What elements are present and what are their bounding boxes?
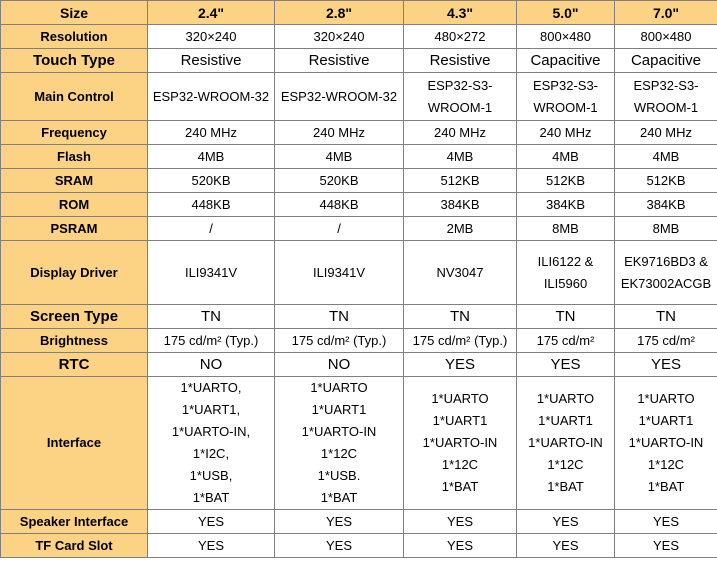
cell-text: 1*UARTO-IN <box>301 424 377 439</box>
cell-text: Resistive <box>429 51 491 69</box>
table-cell <box>148 25 275 49</box>
table-cell <box>615 217 717 241</box>
cell-text: 1*BAT <box>320 490 358 505</box>
cell-text: ESP32-WROOM-32 <box>152 88 270 104</box>
table-row <box>1 329 717 353</box>
table-row <box>1 241 717 305</box>
table-cell <box>275 534 404 558</box>
cell-text: 4MB <box>325 148 353 164</box>
table-cell <box>404 510 517 534</box>
cell-text: ESP32-S3- <box>633 77 699 93</box>
cell-text: ILI9341V <box>312 264 366 280</box>
cell-text: TN <box>329 307 349 325</box>
table-cell <box>615 377 717 510</box>
row-label: Screen Type <box>1 305 148 329</box>
table-row <box>1 217 717 241</box>
cell-text: 1*UART1 <box>311 402 367 417</box>
cell-text: ESP32-S3- <box>532 77 599 93</box>
cell-text: 240 MHz <box>433 124 487 140</box>
table-cell <box>148 241 275 305</box>
cell-text: 175 cd/m² (Typ.) <box>163 332 259 348</box>
cell-text: YES <box>550 355 581 373</box>
row-label: Main Control <box>1 73 148 121</box>
cell-text: Capacitive <box>530 51 601 69</box>
cell-text: 1*UARTO <box>431 391 489 406</box>
table-cell <box>517 534 615 558</box>
cell-text: 4MB <box>446 148 474 164</box>
cell-text: Resistive <box>308 51 370 69</box>
table-cell <box>615 510 717 534</box>
cell-text: 1*12C <box>547 457 584 472</box>
cell-text: NO <box>199 355 223 373</box>
table-cell <box>615 329 717 353</box>
cell-text: 1*UART1 <box>638 413 694 428</box>
table-cell <box>148 329 275 353</box>
table-cell <box>517 329 615 353</box>
cell-text: ESP32-WROOM-32 <box>280 88 398 104</box>
table-cell <box>404 169 517 193</box>
cell-text: 1*BAT <box>441 479 479 494</box>
cell-text: 480×272 <box>434 28 486 44</box>
cell-text: 240 MHz <box>639 124 693 140</box>
cell-text: 520KB <box>191 172 231 188</box>
cell-text: 1*BAT <box>547 479 584 494</box>
cell-text: 1*UARTO-IN, <box>171 424 251 439</box>
cell-text: 320×240 <box>185 28 237 44</box>
cell-text: YES <box>197 513 224 529</box>
cell-text: 8MB <box>552 220 579 236</box>
table-cell <box>517 73 615 121</box>
table-cell <box>615 49 717 73</box>
cell-text: 1*UART1 <box>538 413 593 428</box>
table-row <box>1 193 717 217</box>
table-cell <box>615 534 717 558</box>
cell-text: Resistive <box>180 51 242 69</box>
header-row <box>1 1 717 25</box>
column-header: 2.4" <box>148 1 275 25</box>
table-cell <box>615 145 717 169</box>
cell-text: YES <box>552 537 579 553</box>
table-cell <box>404 241 517 305</box>
table-cell <box>517 25 615 49</box>
table-cell <box>517 377 615 510</box>
table-cell <box>148 510 275 534</box>
cell-text: 175 cd/m² (Typ.) <box>291 332 387 348</box>
cell-text: 384KB <box>646 196 686 212</box>
cell-text: YES <box>197 537 224 553</box>
cell-text: 1*UART1 <box>432 413 488 428</box>
row-label: Frequency <box>1 121 148 145</box>
table-cell <box>148 169 275 193</box>
row-label: Speaker Interface <box>1 510 148 534</box>
cell-text: YES <box>325 513 352 529</box>
table-cell <box>615 241 717 305</box>
table-cell <box>517 169 615 193</box>
table-row <box>1 353 717 377</box>
cell-text: YES <box>652 513 679 529</box>
row-label: ROM <box>1 193 148 217</box>
cell-text: 8MB <box>652 220 680 236</box>
row-label: Touch Type <box>1 49 148 73</box>
cell-text: 512KB <box>545 172 586 188</box>
cell-text: NO <box>327 355 351 373</box>
cell-text: 1*12C <box>647 457 685 472</box>
cell-text: 4MB <box>552 148 579 164</box>
table-cell <box>275 329 404 353</box>
cell-text: 520KB <box>319 172 359 188</box>
table-cell <box>517 305 615 329</box>
table-cell <box>404 353 517 377</box>
table-row <box>1 73 717 121</box>
table-row <box>1 25 717 49</box>
table-cell <box>615 169 717 193</box>
cell-text: 800×480 <box>640 28 692 44</box>
column-header: 5.0" <box>517 1 615 25</box>
table-cell <box>275 510 404 534</box>
table-cell <box>404 534 517 558</box>
cell-text: Capacitive <box>630 51 702 69</box>
table-cell <box>517 241 615 305</box>
row-label: Flash <box>1 145 148 169</box>
cell-text: EK73002ACGB <box>620 275 712 291</box>
table-cell <box>275 305 404 329</box>
table-cell <box>615 121 717 145</box>
table-cell <box>404 329 517 353</box>
cell-text: YES <box>444 355 475 373</box>
cell-text: YES <box>325 537 352 553</box>
cell-text: 1*UARTO <box>637 391 695 406</box>
cell-text: ESP32-S3- <box>427 77 493 93</box>
table-cell <box>517 145 615 169</box>
cell-text: YES <box>446 513 473 529</box>
cell-text: 1*USB, <box>189 468 233 483</box>
cell-text: 448KB <box>319 196 359 212</box>
cell-text: 240 MHz <box>184 124 238 140</box>
cell-text: ILI5960 <box>543 275 588 291</box>
cell-text: 1*UART1, <box>181 402 241 417</box>
row-label: Brightness <box>1 329 148 353</box>
table-cell <box>517 510 615 534</box>
cell-text: WROOM-1 <box>533 99 598 115</box>
cell-text: 320×240 <box>313 28 365 44</box>
table-cell <box>275 145 404 169</box>
column-header: 4.3" <box>404 1 517 25</box>
table-cell <box>148 377 275 510</box>
cell-text: YES <box>652 537 679 553</box>
table-row <box>1 305 717 329</box>
cell-text: 240 MHz <box>539 124 592 140</box>
table-cell <box>404 377 517 510</box>
table-row <box>1 49 717 73</box>
cell-text: YES <box>552 513 579 529</box>
column-header: 2.8" <box>275 1 404 25</box>
cell-text: 512KB <box>440 172 480 188</box>
table-cell <box>148 121 275 145</box>
table-cell <box>404 193 517 217</box>
cell-text: NV3047 <box>436 264 484 280</box>
table-cell <box>148 73 275 121</box>
cell-text: 1*UARTO-IN <box>528 435 603 450</box>
table-cell <box>148 217 275 241</box>
cell-text: 512KB <box>646 172 686 188</box>
cell-text: 1*UARTO <box>310 380 368 395</box>
cell-text: 4MB <box>652 148 680 164</box>
table-cell <box>404 305 517 329</box>
cell-text: 240 MHz <box>312 124 366 140</box>
table-cell <box>275 353 404 377</box>
cell-text: ILI6122 & <box>537 253 594 269</box>
row-label: SRAM <box>1 169 148 193</box>
cell-text: 4MB <box>197 148 225 164</box>
table-row <box>1 510 717 534</box>
cell-text: TN <box>656 307 676 325</box>
size-header: Size <box>1 1 148 25</box>
cell-text: TN <box>201 307 221 325</box>
row-label: RTC <box>1 353 148 377</box>
table-cell <box>615 73 717 121</box>
cell-text: ILI9341V <box>184 264 238 280</box>
table-cell <box>275 25 404 49</box>
cell-text: 1*USB. <box>317 468 361 483</box>
table-cell <box>404 49 517 73</box>
cell-text: 800×480 <box>540 28 591 44</box>
cell-text: 1*UARTO, <box>180 380 242 395</box>
cell-text: 175 cd/m² <box>536 332 595 348</box>
table-cell <box>517 49 615 73</box>
table-cell <box>148 534 275 558</box>
table-cell <box>404 25 517 49</box>
cell-text: WROOM-1 <box>633 99 699 115</box>
table-cell <box>404 73 517 121</box>
table-cell <box>404 121 517 145</box>
table-cell <box>404 145 517 169</box>
cell-text: 1*UARTO-IN <box>628 435 704 450</box>
cell-text: 175 cd/m² <box>637 332 695 348</box>
cell-text: 2MB <box>446 220 474 236</box>
cell-text: TN <box>450 307 470 325</box>
table-cell <box>517 121 615 145</box>
cell-text: YES <box>650 355 681 373</box>
table-row <box>1 534 717 558</box>
table-cell <box>275 217 404 241</box>
cell-text: 175 cd/m² (Typ.) <box>412 332 508 348</box>
cell-text: 1*UARTO <box>536 391 595 406</box>
table-row <box>1 169 717 193</box>
row-label: PSRAM <box>1 217 148 241</box>
row-label: Resolution <box>1 25 148 49</box>
cell-text: 448KB <box>191 196 231 212</box>
row-label: Display Driver <box>1 241 148 305</box>
cell-text: WROOM-1 <box>427 99 493 115</box>
table-cell <box>517 353 615 377</box>
column-header: 7.0" <box>615 1 717 25</box>
cell-text: EK9716BD3 & <box>624 253 708 269</box>
table-cell <box>404 217 517 241</box>
cell-text: YES <box>446 537 473 553</box>
row-label: TF Card Slot <box>1 534 148 558</box>
table-cell <box>517 193 615 217</box>
table-cell <box>148 193 275 217</box>
cell-text: / <box>209 220 213 236</box>
cell-text: 1*BAT <box>647 479 685 494</box>
table-cell <box>275 377 404 510</box>
table-cell <box>615 353 717 377</box>
row-label: Interface <box>1 377 148 510</box>
table-cell <box>615 25 717 49</box>
table-cell <box>275 169 404 193</box>
table-cell <box>275 121 404 145</box>
table-cell <box>148 145 275 169</box>
table-row <box>1 377 717 510</box>
table-cell <box>148 49 275 73</box>
table-cell <box>275 193 404 217</box>
table-row <box>1 145 717 169</box>
table-row <box>1 121 717 145</box>
table-cell <box>148 353 275 377</box>
cell-text: 1*12C <box>441 457 479 472</box>
table-cell <box>275 73 404 121</box>
table-cell <box>517 217 615 241</box>
table-cell <box>275 241 404 305</box>
cell-text: TN <box>555 307 576 325</box>
cell-text: / <box>337 220 341 236</box>
table-cell <box>148 305 275 329</box>
cell-text: 1*I2C, <box>192 446 230 461</box>
cell-text: 384KB <box>545 196 586 212</box>
cell-text: 384KB <box>440 196 480 212</box>
cell-text: 1*UARTO-IN <box>422 435 498 450</box>
cell-text: 1*BAT <box>192 490 230 505</box>
table-cell <box>275 49 404 73</box>
table-cell <box>615 305 717 329</box>
table-cell <box>615 193 717 217</box>
cell-text: 1*12C <box>320 446 358 461</box>
